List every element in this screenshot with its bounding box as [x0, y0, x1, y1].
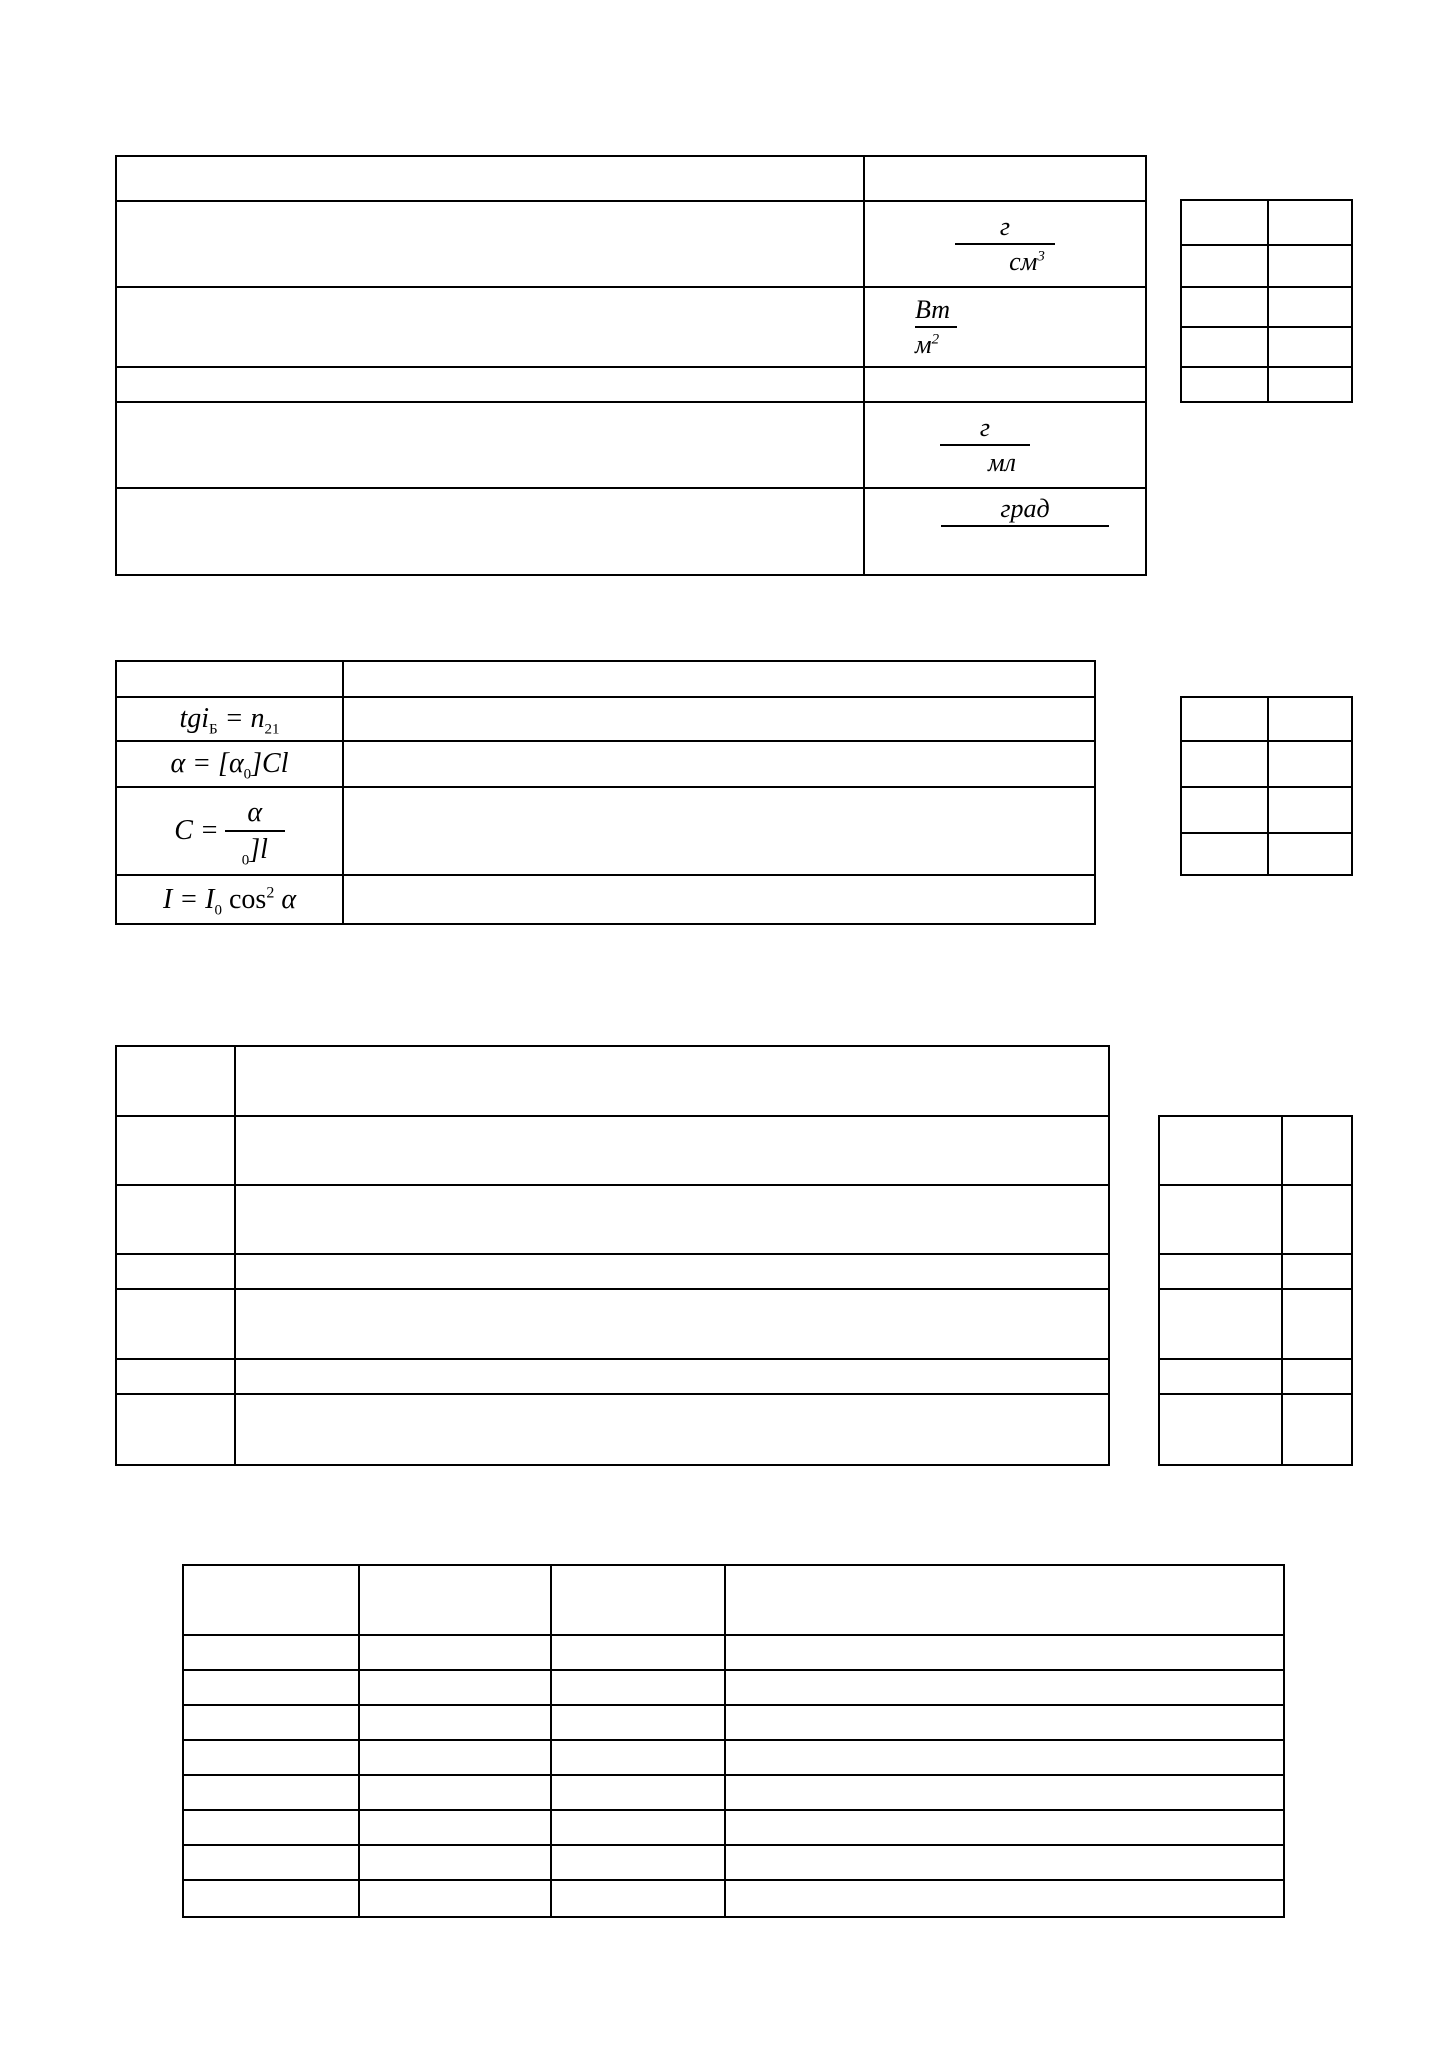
- data-cell[interactable]: [183, 1880, 359, 1917]
- formula-table: [115, 660, 1094, 923]
- data-cell[interactable]: [551, 1635, 725, 1670]
- data-cell[interactable]: [183, 1740, 359, 1775]
- header-cell: [864, 156, 1146, 201]
- formula-malus: $I = I_0$ $\cos^2 \alpha$: [116, 875, 343, 924]
- data-cell[interactable]: [725, 1635, 1284, 1670]
- quantity-cell: [116, 402, 864, 488]
- data-cell[interactable]: [725, 1740, 1284, 1775]
- unit-density: $\frac{г}{см^3}$: [864, 201, 1146, 287]
- definition-cell: [235, 1289, 1109, 1359]
- data-cell[interactable]: [725, 1670, 1284, 1705]
- answer-cell[interactable]: [1268, 367, 1352, 402]
- quantity-cell: [116, 367, 864, 402]
- answer-cell[interactable]: [1181, 245, 1268, 287]
- answer-grid-3: [1158, 1115, 1351, 1464]
- data-cell[interactable]: [725, 1705, 1284, 1740]
- header-cell: [116, 1046, 235, 1116]
- answer-cell[interactable]: [1268, 287, 1352, 327]
- data-cell[interactable]: [359, 1705, 551, 1740]
- definition-cell: [235, 1254, 1109, 1289]
- data-cell[interactable]: [551, 1880, 725, 1917]
- data-cell[interactable]: [359, 1880, 551, 1917]
- answer-cell[interactable]: [1159, 1254, 1282, 1289]
- header-cell: [359, 1565, 551, 1635]
- results-table: [182, 1564, 1283, 1916]
- answer-cell[interactable]: [1268, 741, 1352, 787]
- unit-intensity: $\frac{Вт}{м^2}$: [864, 287, 1146, 367]
- data-cell[interactable]: [183, 1670, 359, 1705]
- answer-cell[interactable]: [1159, 1394, 1282, 1465]
- term-cell: [116, 1394, 235, 1465]
- definition-cell: [235, 1116, 1109, 1185]
- data-cell[interactable]: [551, 1705, 725, 1740]
- header-cell: [235, 1046, 1109, 1116]
- header-cell: [116, 156, 864, 201]
- answer-cell[interactable]: [1159, 1185, 1282, 1254]
- data-cell[interactable]: [551, 1670, 725, 1705]
- data-cell[interactable]: [183, 1845, 359, 1880]
- answer-cell[interactable]: [1181, 367, 1268, 402]
- data-cell[interactable]: [183, 1705, 359, 1740]
- definition-cell: [235, 1394, 1109, 1465]
- answer-cell[interactable]: [1181, 327, 1268, 367]
- answer-cell[interactable]: [1268, 833, 1352, 875]
- term-cell: [116, 1185, 235, 1254]
- data-cell[interactable]: [725, 1810, 1284, 1845]
- answer-cell[interactable]: [1181, 741, 1268, 787]
- data-cell[interactable]: [359, 1810, 551, 1845]
- description-cell: [343, 697, 1095, 741]
- answer-cell[interactable]: [1268, 697, 1352, 741]
- description-cell: [343, 875, 1095, 924]
- answer-grid-1: [1180, 199, 1351, 401]
- answer-cell[interactable]: [1159, 1359, 1282, 1394]
- term-cell: [116, 1254, 235, 1289]
- answer-cell[interactable]: [1268, 327, 1352, 367]
- answer-cell[interactable]: [1181, 787, 1268, 833]
- data-cell[interactable]: [725, 1845, 1284, 1880]
- definition-cell: [235, 1359, 1109, 1394]
- data-cell[interactable]: [359, 1845, 551, 1880]
- answer-cell[interactable]: [1282, 1359, 1352, 1394]
- data-cell[interactable]: [359, 1635, 551, 1670]
- data-cell[interactable]: [183, 1635, 359, 1670]
- answer-cell[interactable]: [1181, 200, 1268, 245]
- unit-rotation: град: [864, 488, 1146, 575]
- answer-cell[interactable]: [1181, 697, 1268, 741]
- quantity-cell: [116, 287, 864, 367]
- data-cell[interactable]: [551, 1740, 725, 1775]
- term-cell: [116, 1359, 235, 1394]
- quantity-cell: [116, 201, 864, 287]
- header-cell: [725, 1565, 1284, 1635]
- data-cell[interactable]: [551, 1775, 725, 1810]
- answer-cell[interactable]: [1268, 787, 1352, 833]
- formula-concentration: C = $\frac{\alpha}{_0]l}$: [116, 787, 343, 875]
- data-cell[interactable]: [359, 1775, 551, 1810]
- description-cell: [343, 787, 1095, 875]
- unit-concentration: $\frac{г}{мл}$: [864, 402, 1146, 488]
- header-cell: [343, 661, 1095, 697]
- answer-cell[interactable]: [1282, 1254, 1352, 1289]
- description-cell: [343, 741, 1095, 787]
- answer-cell[interactable]: [1159, 1116, 1282, 1185]
- answer-cell[interactable]: [1181, 287, 1268, 327]
- term-cell: [116, 1289, 235, 1359]
- data-cell[interactable]: [725, 1775, 1284, 1810]
- definition-cell: [235, 1185, 1109, 1254]
- answer-grid-2: [1180, 696, 1351, 874]
- answer-cell[interactable]: [1268, 200, 1352, 245]
- units-table: [115, 155, 1145, 574]
- formula-rotation: $\alpha = [\alpha_0]Cl$: [116, 741, 343, 787]
- answer-cell[interactable]: [1181, 833, 1268, 875]
- data-cell[interactable]: [359, 1740, 551, 1775]
- answer-cell[interactable]: [1282, 1185, 1352, 1254]
- answer-cell[interactable]: [1268, 245, 1352, 287]
- header-cell: [551, 1565, 725, 1635]
- data-cell[interactable]: [183, 1775, 359, 1810]
- term-cell: [116, 1116, 235, 1185]
- quantity-cell: [116, 488, 864, 575]
- answer-cell[interactable]: [1159, 1289, 1282, 1359]
- data-cell[interactable]: [551, 1845, 725, 1880]
- formula-brewster: $tgi_Б = n_{21}$: [116, 697, 343, 741]
- answer-cell[interactable]: [1282, 1394, 1352, 1465]
- header-cell: [116, 661, 343, 697]
- data-cell[interactable]: [725, 1880, 1284, 1917]
- unit-cell: [864, 367, 1146, 402]
- answer-cell[interactable]: [1282, 1289, 1352, 1359]
- data-cell[interactable]: [359, 1670, 551, 1705]
- data-cell[interactable]: [551, 1810, 725, 1845]
- answer-cell[interactable]: [1282, 1116, 1352, 1185]
- header-cell: [183, 1565, 359, 1635]
- data-cell[interactable]: [183, 1810, 359, 1845]
- definition-table: [115, 1045, 1108, 1464]
